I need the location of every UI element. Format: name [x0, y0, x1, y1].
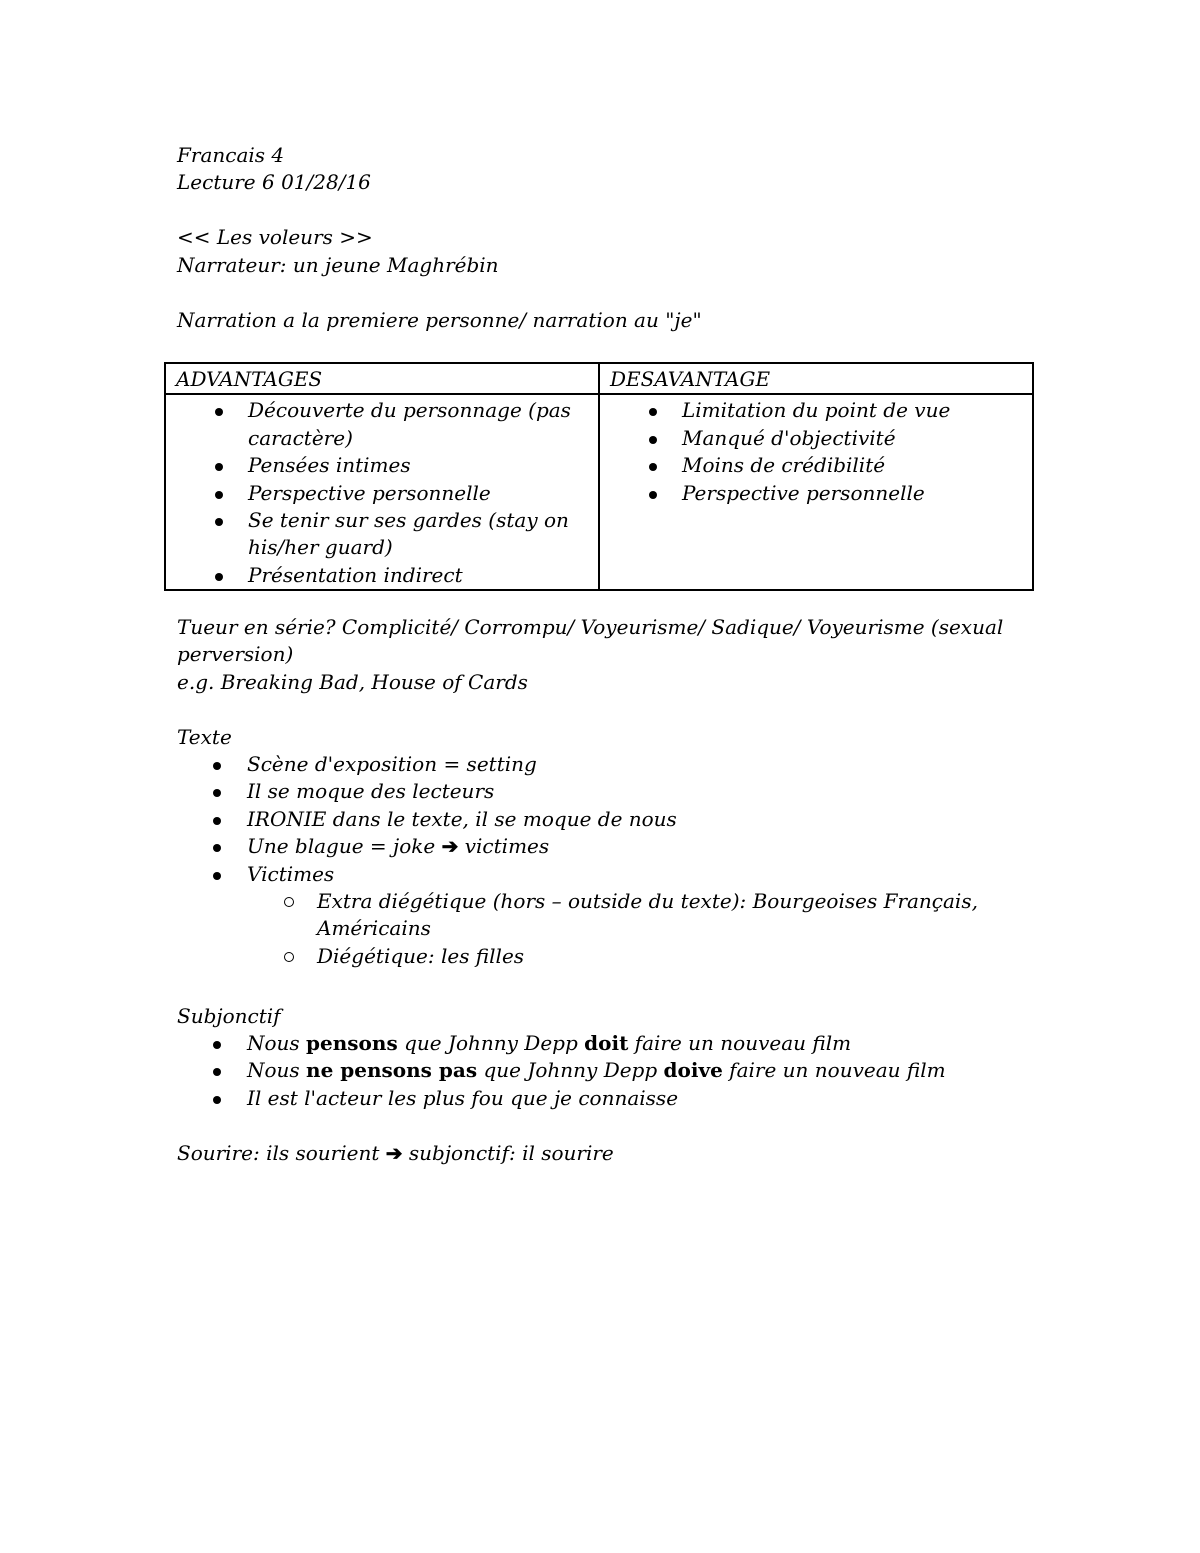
course-title: Francais 4 [177, 143, 285, 167]
list-item-text: Diégétique: les filles [317, 943, 525, 968]
texte-list [177, 751, 677, 888]
list-item [176, 480, 598, 507]
list-item-text: Extra diégétique (hors – outside du texte): Bourgeoises Français, [317, 889, 978, 913]
text-part: que Johnny Depp [483, 1058, 658, 1083]
list-item [176, 507, 598, 562]
list-item [177, 806, 677, 833]
text-part: que Johnny Depp [404, 1031, 578, 1055]
bullet-icon [213, 1096, 221, 1104]
circle-bullet-icon [284, 897, 294, 907]
list-item-text: Découverte du personnage (pas caractère) [248, 398, 571, 450]
arrow-right-icon: ➔ [441, 834, 459, 859]
list-item-text: Limitation du point de vue [682, 398, 951, 423]
text-part: Nous [247, 1031, 300, 1055]
list-item-text: Il est l'acteur les plus fou que je connaisse [247, 1085, 679, 1110]
list-item-text: Une blague = joke [247, 834, 436, 859]
texte-heading: Texte [177, 725, 232, 749]
bullet-icon [649, 491, 657, 499]
list-item [177, 861, 677, 888]
sourire-line [177, 1140, 614, 1167]
bullet-icon [215, 491, 223, 499]
list-item-text: Moins de crédibilité [682, 453, 886, 478]
list-item [177, 778, 677, 805]
list-item [610, 425, 1032, 452]
list-item-text: Manqué d'objectivité [682, 425, 896, 450]
advantages-header: ADVANTAGES [165, 363, 599, 394]
list-item-text: victimes [464, 834, 550, 859]
bullet-icon [649, 408, 657, 416]
list-item-text: IRONIE dans le texte, il se moque de nous [247, 806, 677, 831]
bullet-icon [215, 408, 223, 416]
list-item [177, 943, 978, 970]
text-part: faire un nouveau film [634, 1031, 852, 1055]
advantages-cell [165, 394, 599, 590]
disadvantages-list [610, 397, 1032, 507]
bullet-icon [213, 789, 221, 797]
list-item-text: Il se moque des lecteurs [247, 779, 495, 804]
bullet-icon [649, 463, 657, 471]
list-item [177, 1085, 946, 1112]
list-item-text: Victimes [247, 861, 335, 886]
bullet-icon [215, 573, 223, 581]
bullet-icon [213, 872, 221, 880]
bullet-icon [649, 436, 657, 444]
narrator-line: Narrateur: un jeune Maghrébin [177, 253, 499, 277]
bullet-icon [213, 1068, 221, 1076]
bold-text: doit [584, 1031, 629, 1055]
list-item-text: Perspective personnelle [248, 480, 491, 505]
text-part: faire un nouveau film [729, 1058, 946, 1083]
story-title: << Les voleurs >> [177, 225, 373, 249]
narration-line: Narration a la premiere personne/ narration au "je" [177, 308, 702, 332]
list-item-continuation [177, 915, 978, 942]
victimes-sublist [177, 888, 978, 970]
bullet-icon [215, 463, 223, 471]
tueur-line-2: perversion) [177, 642, 294, 666]
lecture-date: Lecture 6 01/28/16 [177, 170, 371, 194]
text-part: Sourire: ils sourient [177, 1141, 380, 1165]
text-part: subjonctif: il sourire [408, 1141, 614, 1165]
list-item-text: Scène d'exposition = setting [247, 752, 537, 776]
bullet-icon [213, 1041, 221, 1049]
bullet-icon [213, 762, 221, 770]
bullet-icon [213, 817, 221, 825]
disadvantages-header: DESAVANTAGE [599, 363, 1033, 394]
disadvantages-cell [599, 394, 1033, 590]
list-item [610, 480, 1032, 507]
table-body-row [165, 394, 1033, 590]
advantages-table [164, 362, 1034, 591]
list-item-text: Pensées intimes [248, 453, 411, 478]
list-item [176, 452, 598, 479]
list-item-text: Américains [317, 916, 431, 941]
table-header-row [165, 363, 1033, 394]
list-item-text: Perspective personnelle [682, 480, 925, 505]
subjonctif-heading: Subjonctif [177, 1004, 281, 1028]
list-item [176, 397, 598, 452]
list-item [177, 751, 677, 778]
arrow-right-icon: ➔ [385, 1141, 403, 1165]
bold-text: pensons [306, 1031, 398, 1055]
tueur-line-1: Tueur en série? Complicité/ Corrompu/ Voyeurisme/ Sadique/ Voyeurisme (sexual [177, 615, 1004, 639]
bold-text: ne pensons pas [306, 1058, 478, 1083]
subjonctif-list [177, 1030, 946, 1112]
example-line: e.g. Breaking Bad, House of Cards [177, 670, 528, 694]
list-item [176, 562, 598, 589]
list-item-text: Se tenir sur ses gardes (stay on his/her guard) [248, 508, 569, 560]
list-item [177, 888, 978, 915]
text-part: Nous [247, 1058, 300, 1083]
list-item [177, 1057, 946, 1084]
list-item [610, 397, 1032, 424]
list-item-text: Présentation indirect [248, 562, 463, 587]
list-item [177, 1030, 946, 1057]
list-item [177, 833, 677, 860]
circle-bullet-icon [284, 952, 294, 962]
advantages-list [176, 397, 598, 589]
bullet-icon [213, 844, 221, 852]
bullet-icon [215, 518, 223, 526]
list-item [610, 452, 1032, 479]
bold-text: doive [663, 1058, 723, 1083]
